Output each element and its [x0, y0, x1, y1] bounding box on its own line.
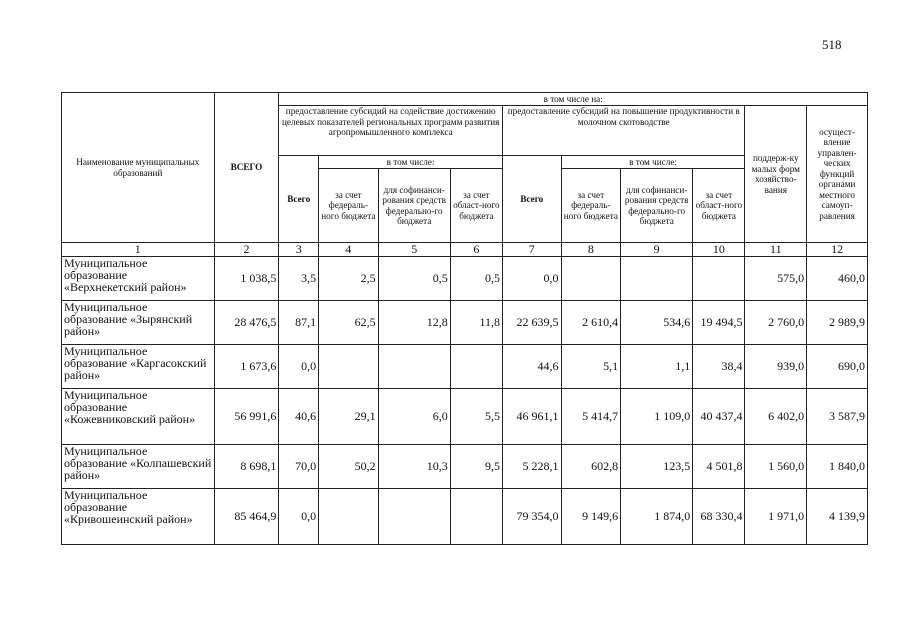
column-number: 10 — [693, 243, 745, 257]
table-row — [62, 445, 868, 489]
table-cell — [621, 257, 693, 301]
column-number: 1 — [62, 243, 215, 257]
table-cell: 1 109,0 — [621, 389, 693, 445]
table-cell: 1 673,6 — [214, 345, 279, 389]
table-cell: 1 971,0 — [745, 489, 807, 545]
table-cell: 5,5 — [450, 389, 502, 445]
header-g1-all: Всего — [279, 156, 319, 243]
municipality-name: Муниципальное образование «Каргасокский район» — [62, 345, 215, 389]
table-cell: 70,0 — [279, 445, 319, 489]
table-cell: 68 330,4 — [693, 489, 745, 545]
table-cell: 2 989,9 — [807, 301, 868, 345]
table-cell — [319, 489, 379, 545]
table-cell: 1,1 — [621, 345, 693, 389]
table-cell: 62,5 — [319, 301, 379, 345]
header-g2-regional: за счет област-ного бюджета — [693, 169, 745, 243]
header-col12: осущест-вление управлен-ческих функций органами местного самоуп-равления — [807, 106, 868, 243]
table-cell — [693, 257, 745, 301]
table-cell: 690,0 — [807, 345, 868, 389]
column-numbers-row — [62, 243, 868, 257]
header-group2: предоставление субсидий на повышение продуктивности в молочном скотоводстве — [503, 106, 745, 156]
table-cell: 44,6 — [503, 345, 562, 389]
table-cell: 87,1 — [279, 301, 319, 345]
table-cell: 460,0 — [807, 257, 868, 301]
header-g2-all: Всего — [503, 156, 562, 243]
table-cell: 50,2 — [319, 445, 379, 489]
header-col11: поддерж-ку малых форм хозяйство-вания — [745, 106, 807, 243]
table-cell: 19 494,5 — [693, 301, 745, 345]
table-cell: 602,8 — [561, 445, 621, 489]
table-cell — [378, 345, 450, 389]
table-cell: 4 139,9 — [807, 489, 868, 545]
table-cell: 9 149,6 — [561, 489, 621, 545]
table-cell: 3,5 — [279, 257, 319, 301]
table-cell: 29,1 — [319, 389, 379, 445]
table-cell: 2 760,0 — [745, 301, 807, 345]
table-row — [62, 389, 868, 445]
table-cell: 1 840,0 — [807, 445, 868, 489]
municipality-name: Муниципальное образование «Колпашевский район» — [62, 445, 215, 489]
table-cell: 1 038,5 — [214, 257, 279, 301]
header-name: Наименование муниципальных образований — [62, 93, 215, 243]
table-cell: 22 639,5 — [503, 301, 562, 345]
table-cell: 10,3 — [378, 445, 450, 489]
header-group1: предоставление субсидий на содействие достижению целевых показателей региональных программ развития агропромышленного комплекса — [279, 106, 503, 156]
table-cell: 0,0 — [279, 489, 319, 545]
table-cell: 28 476,5 — [214, 301, 279, 345]
table-cell: 534,6 — [621, 301, 693, 345]
table-cell: 5 228,1 — [503, 445, 562, 489]
table-cell: 5 414,7 — [561, 389, 621, 445]
table-row — [62, 489, 868, 545]
municipality-name: Муниципальное образование «Зырянский район» — [62, 301, 215, 345]
column-number: 12 — [807, 243, 868, 257]
table-cell: 3 587,9 — [807, 389, 868, 445]
table-cell: 0,5 — [378, 257, 450, 301]
header-g1-cofinancing: для софинанси-рования средств федерально-го бюджета — [378, 169, 450, 243]
table-cell: 123,5 — [621, 445, 693, 489]
municipality-name: Муниципальное образование «Верхнекетский район» — [62, 257, 215, 301]
table-cell: 8 698,1 — [214, 445, 279, 489]
table-cell: 2 610,4 — [561, 301, 621, 345]
column-number: 5 — [378, 243, 450, 257]
header-g1-including: в том числе: — [319, 156, 503, 169]
header-including: в том числе на: — [279, 93, 868, 106]
table-cell: 6 402,0 — [745, 389, 807, 445]
table-row — [62, 301, 868, 345]
column-number: 2 — [214, 243, 279, 257]
column-number: 9 — [621, 243, 693, 257]
header-g2-federal: за счет федераль-ного бюджета — [561, 169, 621, 243]
table-cell: 2,5 — [319, 257, 379, 301]
table-cell: 12,8 — [378, 301, 450, 345]
header-g2-including: в том числе: — [561, 156, 745, 169]
table-row — [62, 257, 868, 301]
table-cell: 56 991,6 — [214, 389, 279, 445]
table-cell: 1 874,0 — [621, 489, 693, 545]
table-cell: 38,4 — [693, 345, 745, 389]
table-cell — [319, 345, 379, 389]
table-cell: 9,5 — [450, 445, 502, 489]
header-g1-regional: за счет област-ного бюджета — [450, 169, 502, 243]
column-number: 3 — [279, 243, 319, 257]
table-cell: 40,6 — [279, 389, 319, 445]
table-cell: 939,0 — [745, 345, 807, 389]
column-number: 6 — [450, 243, 502, 257]
table-cell — [450, 345, 502, 389]
table-cell — [561, 257, 621, 301]
table-cell — [450, 489, 502, 545]
table-cell: 11,8 — [450, 301, 502, 345]
table-body — [62, 243, 868, 545]
header-g1-federal: за счет федераль-ного бюджета — [319, 169, 379, 243]
budget-table — [61, 92, 868, 545]
page-number: 518 — [822, 37, 842, 52]
municipality-name: Муниципальное образование «Кривошеинский район» — [62, 489, 215, 545]
table-row — [62, 345, 868, 389]
header-g2-cofinancing: для софинанси-рования средств федерально-го бюджета — [621, 169, 693, 243]
table-cell: 575,0 — [745, 257, 807, 301]
table-cell: 46 961,1 — [503, 389, 562, 445]
table-cell: 1 560,0 — [745, 445, 807, 489]
table-cell: 0,0 — [279, 345, 319, 389]
column-number: 4 — [319, 243, 379, 257]
table-cell: 79 354,0 — [503, 489, 562, 545]
table-cell: 0,5 — [450, 257, 502, 301]
column-number: 7 — [503, 243, 562, 257]
header-total: ВСЕГО — [214, 93, 279, 243]
table-cell: 6,0 — [378, 389, 450, 445]
table-cell — [378, 489, 450, 545]
table-cell: 0,0 — [503, 257, 562, 301]
table-cell: 4 501,8 — [693, 445, 745, 489]
municipality-name: Муниципальное образование «Кожевниковский район» — [62, 389, 215, 445]
column-number: 11 — [745, 243, 807, 257]
table-cell: 5,1 — [561, 345, 621, 389]
column-number: 8 — [561, 243, 621, 257]
table-cell: 40 437,4 — [693, 389, 745, 445]
table-cell: 85 464,9 — [214, 489, 279, 545]
